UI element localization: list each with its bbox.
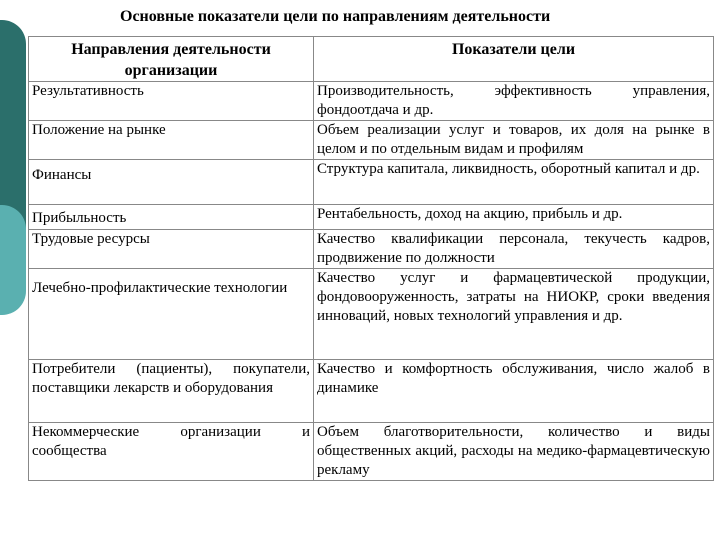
table-row xyxy=(29,160,714,205)
header-indicators: Показатели цели xyxy=(314,37,714,82)
table-row xyxy=(29,205,714,230)
direction-cell: Финансы xyxy=(29,160,314,205)
table-row xyxy=(29,121,714,160)
direction-cell: Положение на рынке xyxy=(29,121,314,160)
decorative-side-bar xyxy=(0,0,30,540)
indicators-cell: Качество и комфортность обслуживания, число жалоб в динамике xyxy=(314,360,714,423)
table-row xyxy=(29,269,714,360)
decorative-light-shape xyxy=(0,205,26,315)
direction-cell: Потребители (пациенты), покупатели, поставщики лекарств и оборудования xyxy=(29,360,314,423)
table-row xyxy=(29,423,714,481)
direction-cell: Некоммерческие организации и сообщества xyxy=(29,423,314,481)
indicators-cell: Качество квалификации персонала, текучесть кадров, продвижение по должности xyxy=(314,230,714,269)
indicators-cell: Структура капитала, ликвидность, оборотный капитал и др. xyxy=(314,160,714,205)
goals-table xyxy=(28,36,714,481)
indicators-cell: Объем благотворительности, количество и виды общественных акций, расходы на медико-фармацевтическую рекламу xyxy=(314,423,714,481)
table-row xyxy=(29,360,714,423)
table-row xyxy=(29,82,714,121)
indicators-cell: Рентабельность, доход на акцию, прибыль и др. xyxy=(314,205,714,230)
direction-cell: Лечебно-профилактические технологии xyxy=(29,269,314,360)
direction-cell: Прибыльность xyxy=(29,205,314,230)
header-directions: Направления деятельности организации xyxy=(29,37,314,82)
table-row xyxy=(29,230,714,269)
indicators-cell: Производительность, эффективность управления, фондоотдача и др. xyxy=(314,82,714,121)
indicators-cell: Объем реализации услуг и товаров, их доля на рынке в целом и по отдельным видам и профилям xyxy=(314,121,714,160)
indicators-cell: Качество услуг и фармацевтической продукции, фондовооруженность, затраты на НИОКР, сроки введения инноваций, новых технологий управления и др. xyxy=(314,269,714,360)
page-title: Основные показатели цели по направлениям деятельности xyxy=(120,8,551,25)
direction-cell: Трудовые ресурсы xyxy=(29,230,314,269)
direction-cell: Результативность xyxy=(29,82,314,121)
